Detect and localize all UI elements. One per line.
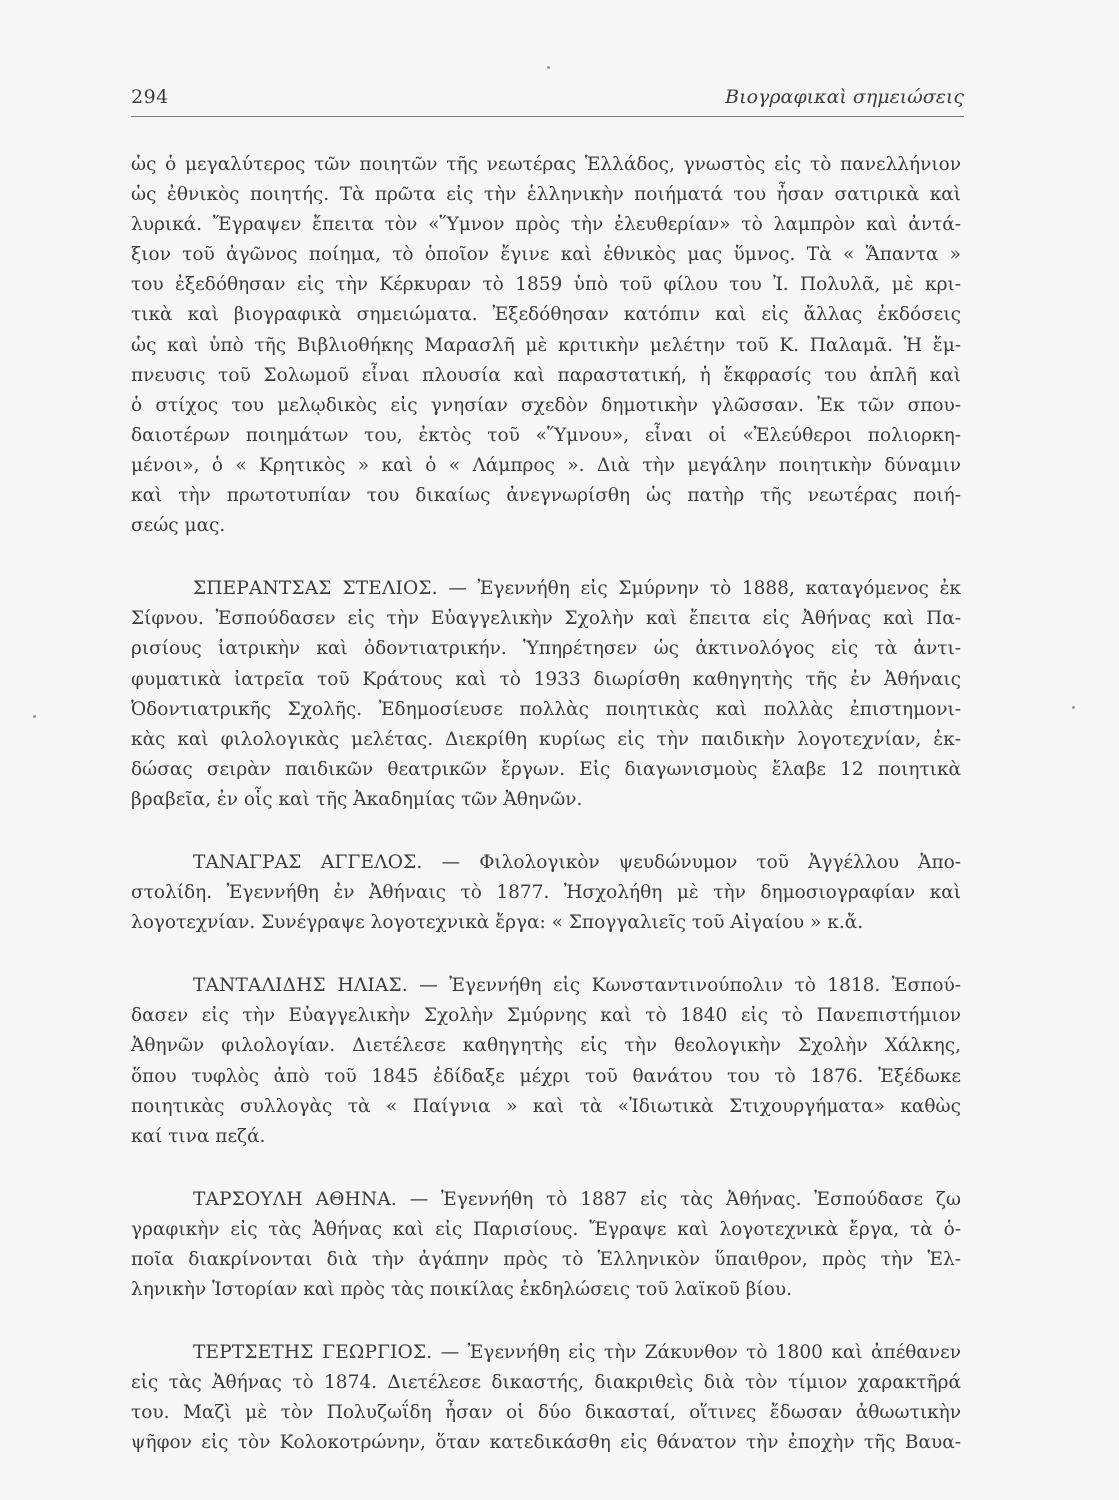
text-line: ὁ στίχος του μελῳδικὸς εἰς γνησίαν σχεδὸν δημοτικὴν γλῶσσαν. Ἐκ τῶν σπου- [131, 394, 961, 416]
page-body [131, 150, 961, 1459]
text-line: μένοι», ὁ « Κρητικὸς » καὶ ὁ « Λάμπρος ». Διὰ τὴν μεγάλην ποιητικὴν δύναμιν [131, 454, 961, 476]
text-line: γραφικὴν εἰς τὰς Ἀθήνας καὶ εἰς Παρισίους. Ἔγραψε καὶ λογοτεχνικὰ ἔργα, τὰ ὁ- [131, 1218, 961, 1240]
text-line: Ὀδοντιατρικῆς Σχολῆς. Ἐδημοσίευσε πολλὰς ποιητικὰς καὶ πολλὰς ἐπιστημονι- [131, 698, 961, 720]
text-line: Ἀθηνῶν φιλολογίαν. Διετέλεσε καθηγητὴς εἰς τὴν θεολογικὴν Σχολὴν Χάλκης, [131, 1035, 961, 1057]
entry-first-line [131, 1338, 961, 1368]
text-line: ὡς ὁ μεγαλύτερος τῶν ποιητῶν τῆς νεωτέρας Ἑλλάδος, γνωστὸς εἰς τὸ πανελλήνιον [131, 154, 961, 175]
text-line: εἰς τὰς Ἀθήνας τὸ 1874. Διετέλεσε δικαστής, διακριθεὶς διὰ τὸν τίμιον χαρακτῆρά [131, 1372, 961, 1394]
text-line: ὅπου τυφλὸς ἀπὸ τοῦ 1845 ἐδίδαξε μέχρι τοῦ θανάτου του τὸ 1876. Ἐξέδωκε [131, 1065, 961, 1087]
text-line: ὡς ἐθνικὸς ποιητής. Τὰ πρῶτα εἰς τὴν ἑλληνικὴν ποιήματά του ἦσαν σατιρικὰ καὶ [131, 184, 961, 206]
entry-tanagras [131, 848, 961, 938]
text-line: ψῆφον εἰς τὸν Κολοκοτρώνην, ὅταν κατεδικάσθη εἰς θάνατον τὴν ἐποχὴν τῆς Βαυα- [131, 1432, 961, 1454]
entry-first-text: — Φιλολογικὸν ψευδώνυμον τοῦ Ἀγγέλλου Ἀπο- [422, 851, 961, 873]
entry-first-line [131, 574, 961, 604]
text-line: ὡς καὶ ὑπὸ τῆς Βιβλιοθήκης Μαρασλῆ μὲ κριτικὴν μελέτην τοῦ Κ. Παλαμᾶ. Ἡ ἔμ- [131, 334, 961, 356]
entry-first-text: — Ἐγεννήθη εἰς Σμύρνην τὸ 1888, καταγόμενος ἐκ [437, 578, 961, 600]
text-line: βραβεῖα, ἐν οἷς καὶ τῆς Ἀκαδημίας τῶν Ἀθηνῶν. [131, 788, 583, 810]
entry-sperantsas [131, 574, 961, 815]
entry-name: ΣΠΕΡΑΝΤΣΑΣ ΣΤΕΛΙΟΣ. [193, 578, 438, 600]
page-number: 294 [131, 86, 169, 108]
entry-first-text: — Ἐγεννήθη εἰς Κωνσταντινούπολιν τὸ 1818. Ἐσπού- [407, 975, 961, 997]
entry-name: ΤΕΡΤΣΕΤΗΣ ΓΕΩΡΓΙΟΣ. [193, 1342, 433, 1364]
text-line: καὶ τὴν πρωτοτυπίαν του δικαίως ἀνεγνωρίσθη ὡς πατὴρ τῆς νεωτέρας ποιή- [131, 485, 961, 507]
scan-speck [1072, 706, 1075, 709]
text-line: ληνικὴν Ἱστορίαν καὶ πρὸς τὰς ποικίλας ἐκδηλώσεις τοῦ λαϊκοῦ βίου. [131, 1279, 792, 1301]
entry-name: ΤΑΝΑΓΡΑΣ ΑΓΓΕΛΟΣ. [193, 851, 423, 873]
entry-first-line [131, 1185, 961, 1215]
text-line: ποῖα διακρίνονται διὰ τὴν ἀγάπην πρὸς τὸ Ἑλληνικὸν ὕπαιθρον, πρὸς τὴν Ἑλ- [131, 1249, 961, 1270]
scan-speck [33, 715, 36, 718]
text-line: του ἐξεδόθησαν εἰς τὴν Κέρκυραν τὸ 1859 ὑπὸ τοῦ φίλου του Ἰ. Πολυλᾶ, μὲ κρι- [131, 274, 961, 296]
text-line: πνευσις τοῦ Σολωμοῦ εἶναι πλουσία καὶ παραστατική, ἡ ἔκφρασίς του ἁπλῆ καὶ [131, 364, 961, 386]
text-line: του. Μαζὶ μὲ τὸν Πολυζωΐδη ἦσαν οἱ δύο δικασταί, οἵτινες ἔδωσαν ἀθωωτικὴν [131, 1402, 961, 1424]
text-line: ξιον τοῦ ἀγῶνος ποίημα, τὸ ὁποῖον ἔγινε καὶ ἐθνικὸς μας ὕμνος. Τὰ « Ἅπαντα » [131, 244, 961, 266]
entry-name: ΤΑΡΣΟΥΛΗ ΑΘΗΝΑ. [193, 1188, 397, 1210]
running-title: Βιογραφικαὶ σημειώσεις [725, 86, 964, 108]
entry-first-text: — Ἐγεννήθη τὸ 1887 εἰς τὰς Ἀθήνας. Ἐσπούδασε ζω [396, 1188, 961, 1210]
entry-first-line [131, 848, 961, 878]
text-line: Σίφνου. Ἐσπούδασεν εἰς τὴν Εὐαγγελικὴν Σχολὴν καὶ ἔπειτα εἰς Ἀθήνας καὶ Πα- [131, 608, 961, 630]
text-line: δασεν εἰς τὴν Εὐαγγελικὴν Σχολὴν Σμύρνης καὶ τὸ 1840 εἰς τὸ Πανεπιστήμιον [131, 1005, 961, 1027]
page-header [131, 86, 964, 117]
text-line: καί τινα πεζά. [131, 1125, 266, 1147]
text-line: φυματικὰ ἰατρεῖα τοῦ Κράτους καὶ τὸ 1933 διωρίσθη καθηγητὴς τῆς ἐν Ἀθήναις [131, 668, 961, 690]
text-line: λυρικά. Ἔγραψεν ἔπειτα τὸν «Ὕμνον πρὸς τὴν ἐλευθερίαν» τὸ λαμπρὸν καὶ ἀντά- [131, 214, 961, 236]
entry-tarsouli [131, 1185, 961, 1305]
entry-first-text: — Ἐγεννήθη εἰς τὴν Ζάκυνθον τὸ 1800 καὶ ἀπέθανεν [432, 1342, 961, 1364]
entry-tantalidis [131, 971, 961, 1152]
entry-first-line [131, 971, 961, 1001]
text-line: δαιοτέρων ποιημάτων του, ἐκτὸς τοῦ «Ὕμνου», εἶναι οἱ «Ἐλεύθεροι πολιορκη- [131, 424, 961, 446]
scan-speck [547, 66, 550, 69]
intro-paragraph [131, 150, 961, 541]
text-line: ποιητικὰς συλλογὰς τὰ « Παίγνια » καὶ τὰ «Ἰδιωτικὰ Στιχουργήματα» καθὼς [131, 1095, 961, 1117]
text-line: τικὰ καὶ βιογραφικὰ σημειώματα. Ἐξεδόθησαν κατόπιν καὶ εἰς ἄλλας ἐκδόσεις [131, 304, 961, 326]
text-line: σεώς μας. [131, 515, 226, 537]
text-line: λογοτεχνίαν. Συνέγραψε λογοτεχνικὰ ἔργα: « Σπογγαλιεῖς τοῦ Αἰγαίου » κ.ἄ. [131, 912, 864, 934]
text-line: κὰς καὶ φιλολογικὰς μελέτας. Διεκρίθη κυρίως εἰς τὴν παιδικὴν λογοτεχνίαν, ἐκ- [131, 728, 961, 750]
text-line: ρισίους ἰατρικὴν καὶ ὀδοντιατρικήν. Ὑπηρέτησεν ὡς ἀκτινολόγος εἰς τὰ ἀντι- [131, 638, 961, 660]
entry-name: ΤΑΝΤΑΛΙΔΗΣ ΗΛΙΑΣ. [193, 975, 408, 997]
text-line: στολίδη. Ἐγεννήθη ἐν Ἀθήναις τὸ 1877. Ἠσχολήθη μὲ τὴν δημοσιογραφίαν καὶ [131, 882, 961, 904]
text-line: δώσας σειρὰν παιδικῶν θεατρικῶν ἔργων. Εἰς διαγωνισμοὺς ἔλαβε 12 ποιητικὰ [131, 758, 961, 780]
entry-tertsetis [131, 1338, 961, 1458]
